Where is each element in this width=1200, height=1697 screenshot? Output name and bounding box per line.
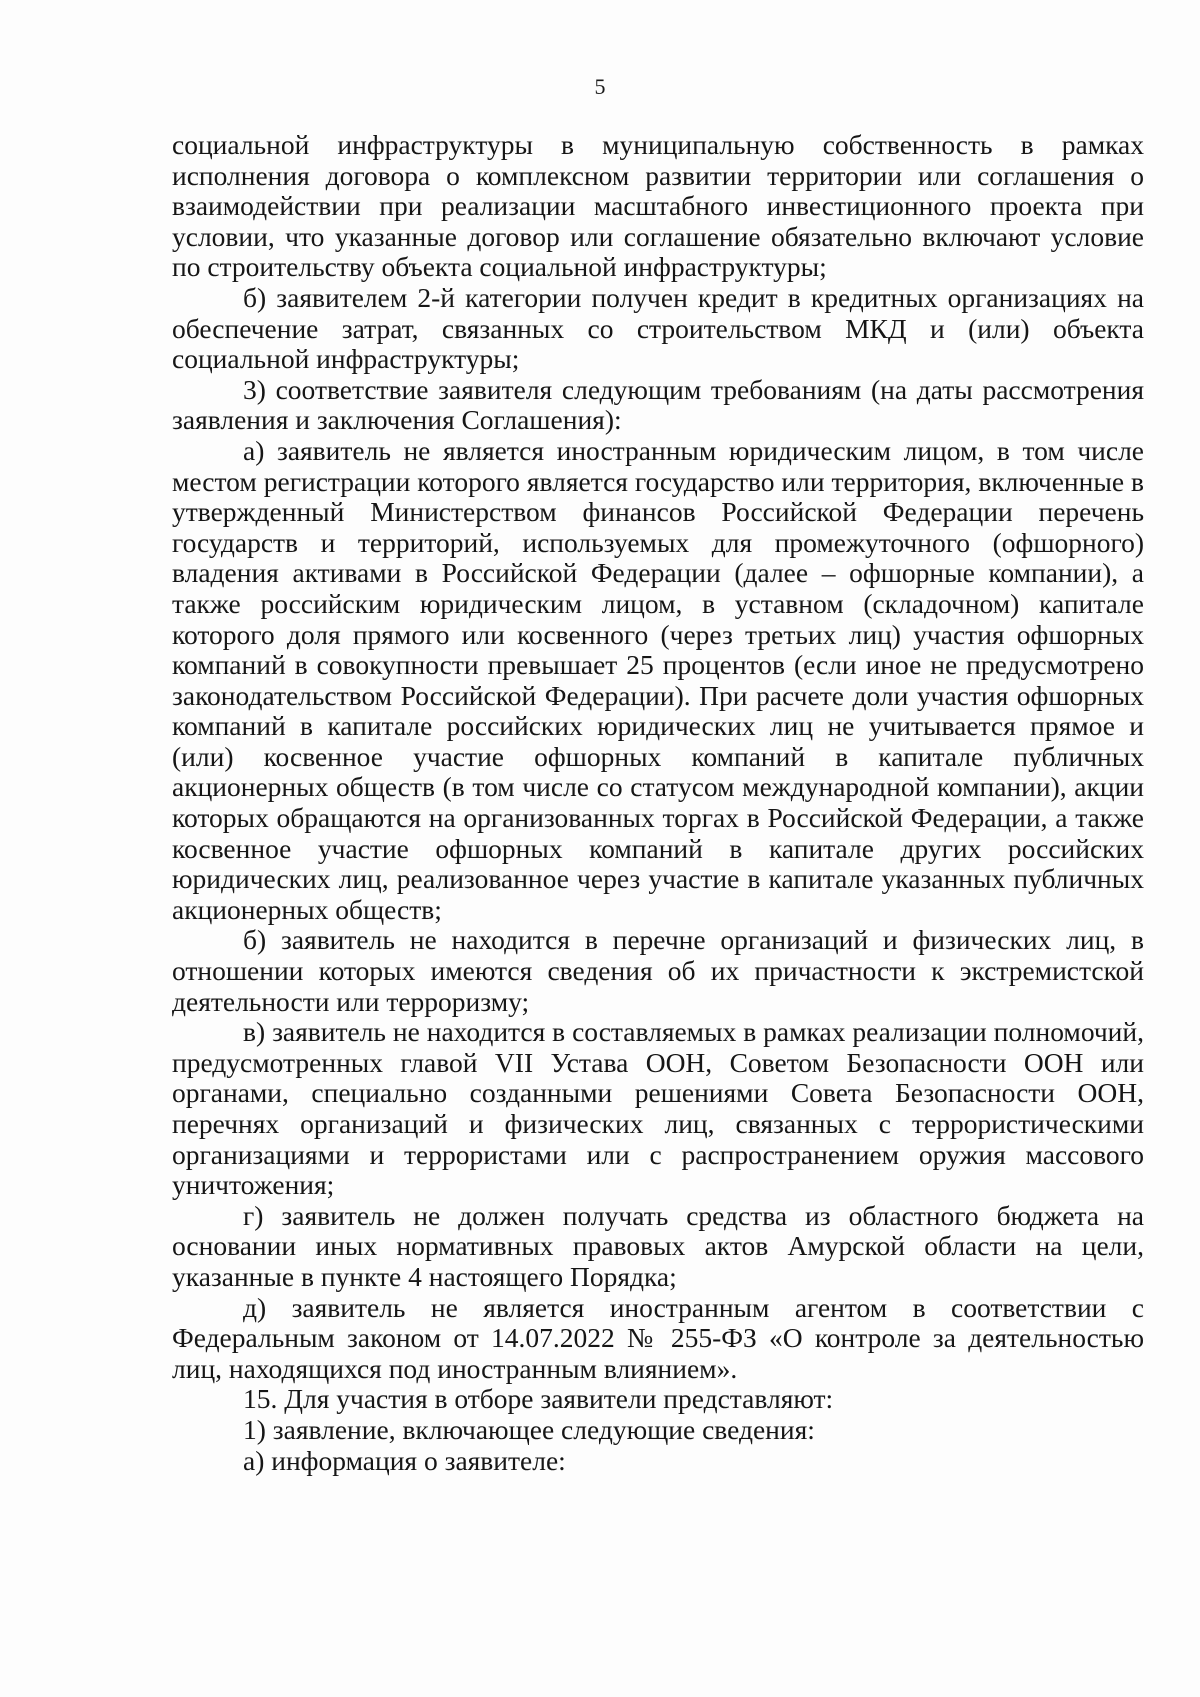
paragraph-item-3-requirements: 3) соответствие заявителя следующим требованиям (на даты рассмотрения заявления и заключения Соглашения): [172, 373, 1144, 436]
paragraph-continuation: социальной инфраструктуры в муниципальную собственность в рамках исполнения договора о комплексном развитии территории или соглашения о взаимодействии при реализации масштабного инвестиционного проекта при условии, что указанные договор или соглашение обязательно включают условие по строительству объекта социальной инфраструктуры; [172, 129, 1144, 283]
paragraph-item-1-application: 1) заявление, включающее следующие сведения: [243, 1413, 815, 1445]
paragraph-item-v-un-lists: в) заявитель не находится в составляемых в рамках реализации полномочий, предусмотренных главой VII Устава ООН, Советом Безопасности ООН или органами, специально созданными решениями Совета Безопасности ООН, перечнях организаций и физических лиц, связанных с террористическими организациями и террористами или с распространением оружия массового уничтожения; [172, 1016, 1144, 1201]
document-body [172, 130, 1144, 1476]
paragraph-item-d-foreign-agent: д) заявитель не является иностранным агентом в соответствии с Федеральным законом от 14.07.2022 № 255-ФЗ «О контроле за деятельностью лиц, находящихся под иностранным влиянием». [172, 1291, 1144, 1384]
paragraph-item-a-applicant-info: а) информация о заявителе: [243, 1444, 566, 1476]
paragraph-item-a-offshore: а) заявитель не является иностранным юридическим лицом, в том числе местом регистрации которого является государство или территория, включенные в утвержденный Министерством финансов Российской Федерации перечень государств и территорий, используемых для промежуточного (офшорного) владения активами в Российской Федерации (далее – офшорные компании), а также российским юридическим лицом, в уставном (складочном) капитале которого доля прямого или косвенного (через третьих лиц) участия офшорных компаний в совокупности превышает 25 процентов (если иное не предусмотрено законодательством Российской Федерации). При расчете доли участия офшорных компаний в капитале российских юридических лиц не учитывается прямое и (или) косвенное участие офшорных компаний в капитале публичных акционерных обществ (в том числе со статусом международной компании), акции которых обращаются на организованных торгах в Российской Федерации, а также косвенное участие офшорных компаний в капитале других российских юридических лиц, реализованное через участие в капитале указанных публичных акционерных обществ; [172, 434, 1144, 925]
paragraph-item-b-extremism: б) заявитель не находится в перечне организаций и физических лиц, в отношении которых имеются сведения об их причастности к экстремистской деятельности или терроризму; [172, 924, 1144, 1017]
paragraph-item-15: 15. Для участия в отборе заявители представляют: [243, 1383, 834, 1415]
page-number: 5 [594, 74, 606, 99]
paragraph-item-b-credit: б) заявителем 2-й категории получен кредит в кредитных организациях на обеспечение затрат, связанных со строительством МКД и (или) объекта социальной инфраструктуры; [172, 281, 1144, 375]
paragraph-item-g-budget: г) заявитель не должен получать средства из областного бюджета на основании иных нормативных правовых актов Амурской области на цели, указанные в пункте 4 настоящего Порядка; [172, 1199, 1144, 1292]
